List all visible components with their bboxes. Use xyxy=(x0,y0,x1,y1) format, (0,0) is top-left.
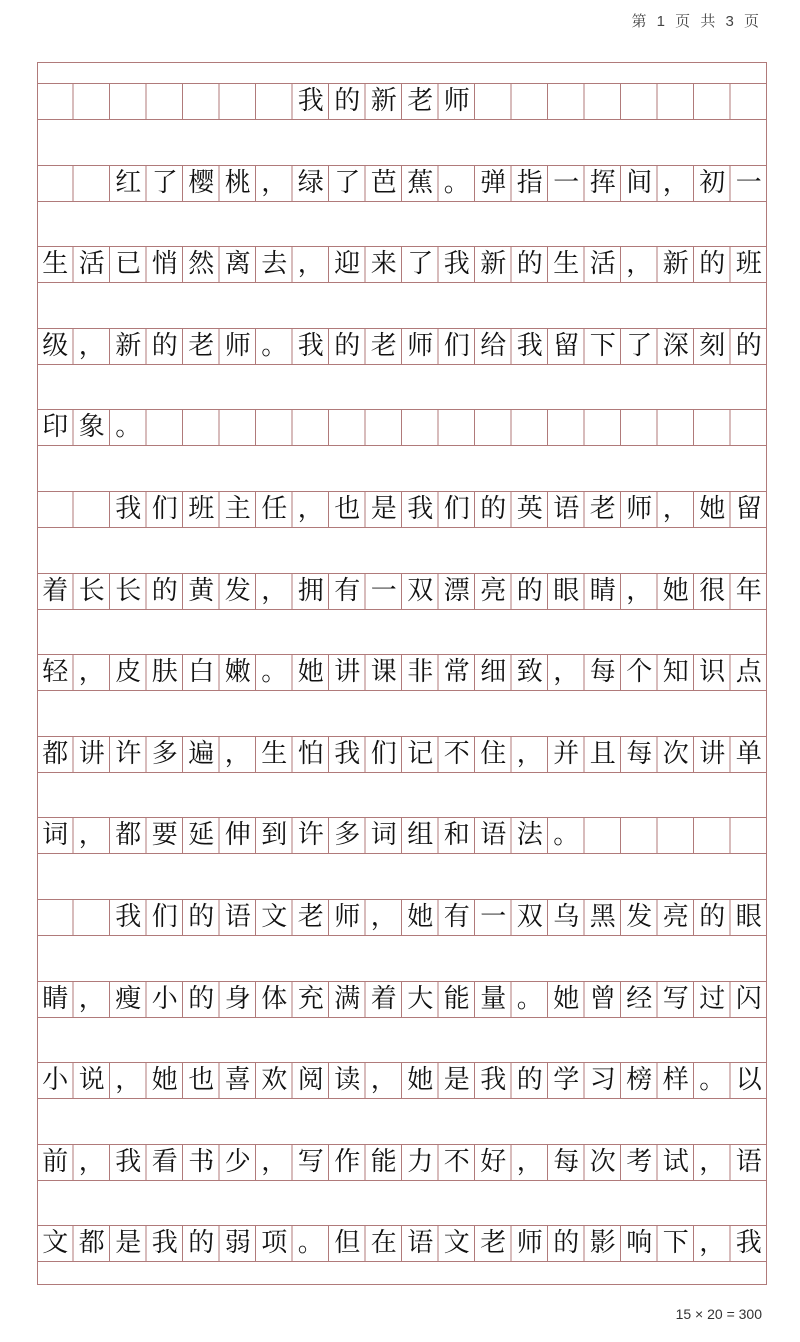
row-text: 前，我看书少，写作能力不好，每次考试，语 xyxy=(42,1146,773,1177)
row-text: 轻，皮肤白嫩。她讲课非常细致，每个知识点 xyxy=(42,657,773,688)
row-text: 文都是我的弱项。但在语文老师的影响下，我 xyxy=(42,1228,773,1259)
text-row xyxy=(37,165,773,202)
text-row xyxy=(37,1144,773,1181)
row-text: 小说，她也喜欢阅读，她是我的学习榜样。以 xyxy=(42,1065,773,1096)
row-text: 印象。 xyxy=(42,412,152,443)
row-text: 睛，瘦小的身体充满着大能量。她曾经写过闪 xyxy=(42,983,773,1014)
row-text: 着长长的黄发，拥有一双漂亮的眼睛，她很年 xyxy=(42,575,773,606)
row-text: 我们的语文老师，她有一双乌黑发亮的眼 xyxy=(115,902,773,932)
text-row xyxy=(37,409,767,446)
page-indicator: 第 1 页 共 3 页 xyxy=(631,13,762,30)
text-row xyxy=(37,736,773,773)
row-text: 红了樱桃，绿了芭蕉。弹指一挥间，初一 xyxy=(115,167,773,198)
text-row xyxy=(37,981,773,1018)
text-row xyxy=(37,817,767,854)
row-text: 生活已悄然离去，迎来了我新的生活，新的班 xyxy=(42,249,773,280)
grid-size-label: 15 × 20 = 300 xyxy=(675,1306,762,1322)
text-row xyxy=(37,899,773,936)
essay-title: 我的新老师 xyxy=(297,86,481,116)
composition-grid-sheet xyxy=(37,62,773,1285)
text-row xyxy=(37,573,773,610)
text-row xyxy=(37,1062,773,1099)
title-row xyxy=(37,83,767,120)
text-row xyxy=(37,491,773,528)
text-row xyxy=(37,1225,773,1262)
row-text: 级，新的老师。我的老师们给我留下了深刻的 xyxy=(42,330,773,361)
text-row xyxy=(37,328,773,365)
text-row xyxy=(37,246,773,283)
row-text: 词，都要延伸到许多词组和语法。 xyxy=(42,820,590,851)
text-row xyxy=(37,654,773,691)
row-text: 都讲许多遍，生怕我们记不住，并且每次讲单 xyxy=(42,738,773,769)
row-text: 我们班主任，也是我们的英语老师，她留 xyxy=(115,494,773,524)
